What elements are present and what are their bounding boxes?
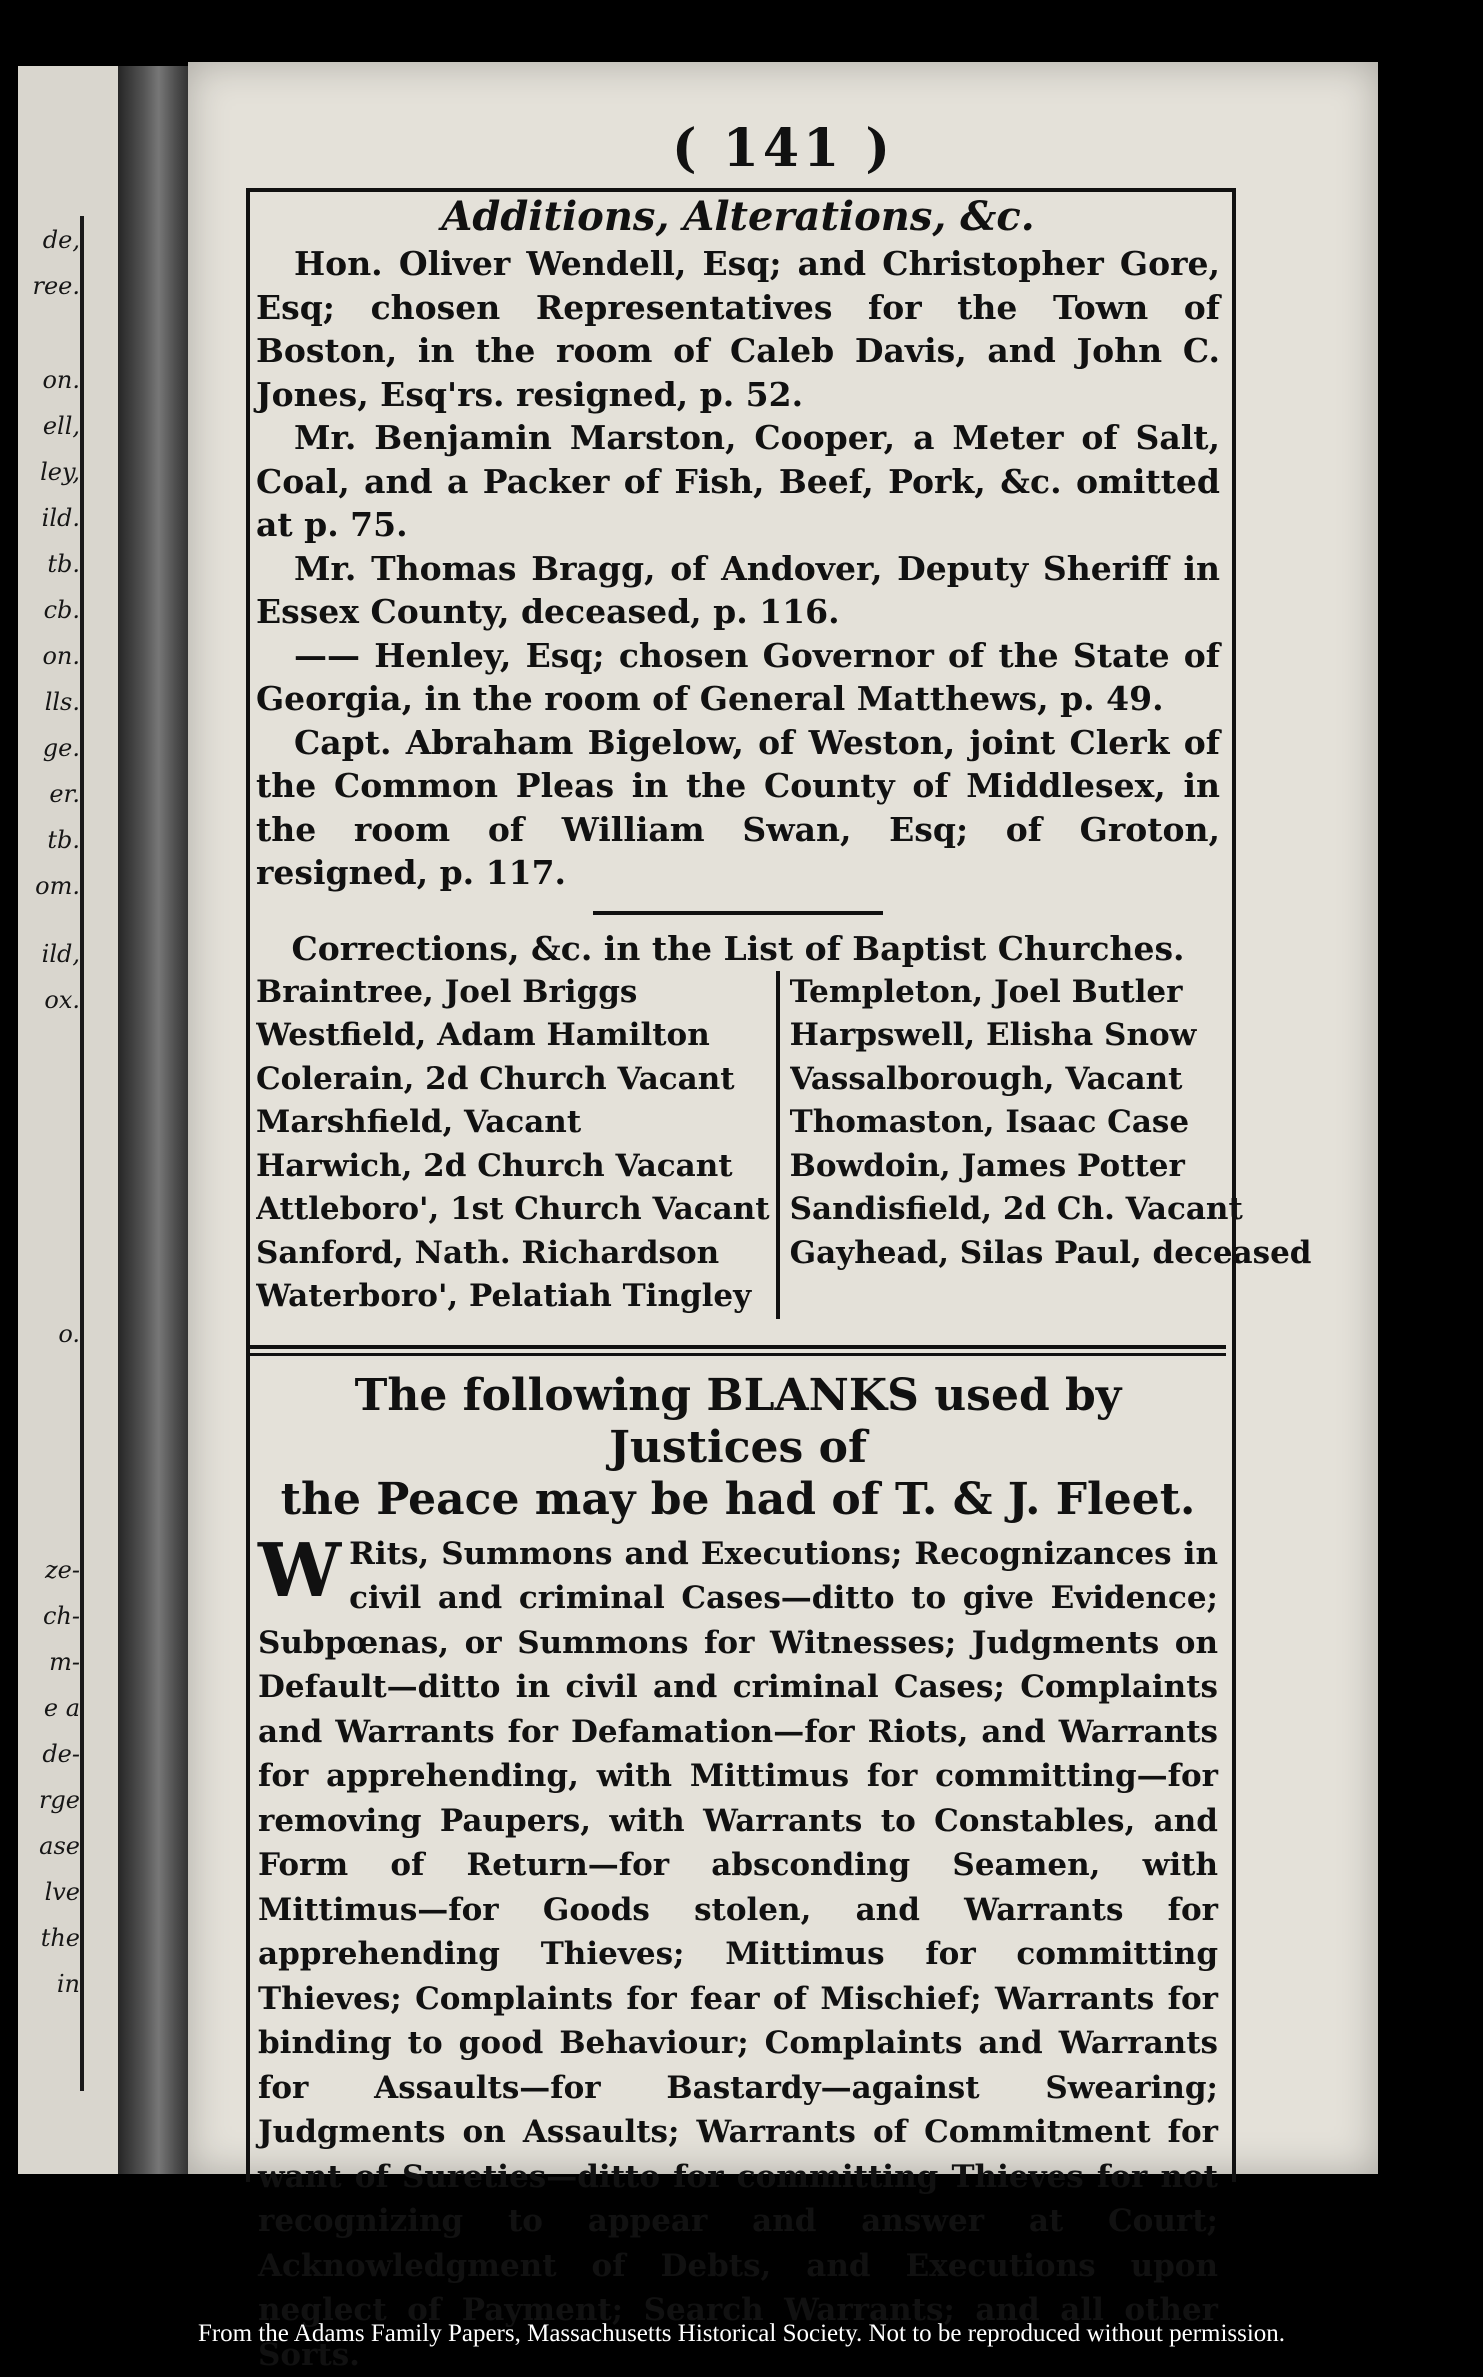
church-entry: Sanford, Nath. Richardson xyxy=(256,1232,770,1276)
church-entry: Westfield, Adam Hamilton xyxy=(256,1014,770,1058)
left-page-word-fragment: cb. xyxy=(44,596,80,624)
left-page-word-fragment: ley, xyxy=(40,458,80,486)
blanks-advertisement xyxy=(250,1353,1226,2377)
entry-bragg: Mr. Thomas Bragg, of Andover, Deputy Sheriff in Essex County, deceased, p. 116. xyxy=(256,547,1220,634)
left-page-word-fragment: lve xyxy=(45,1878,80,1906)
entry-bigelow: Capt. Abraham Bigelow, of Weston, joint Clerk of the Common Pleas in the County of Middlesex, in the room of William Swan, Esq; of Groton, resigned, p. 117. xyxy=(256,721,1220,895)
left-page-word-fragment: lls. xyxy=(45,688,80,716)
page-number: ( 141 ) xyxy=(188,118,1378,179)
church-entry: Thomaston, Isaac Case xyxy=(790,1101,1312,1145)
additions-entries xyxy=(250,242,1226,895)
left-page-word-fragment: rge xyxy=(39,1786,80,1814)
left-page-word-fragment: e a xyxy=(44,1694,80,1722)
entry-marston: Mr. Benjamin Marston, Cooper, a Meter of Salt, Coal, and a Packer of Fish, Beef, Pork, &c. omitted at p. 75. xyxy=(256,416,1220,547)
ad-body xyxy=(258,1532,1218,2377)
right-page xyxy=(188,62,1378,2174)
left-page-word-fragment: ase xyxy=(39,1832,80,1860)
church-entry: Waterboro', Pelatiah Tingley xyxy=(256,1275,770,1319)
left-page-word-fragment: ze- xyxy=(45,1556,80,1584)
left-page-fragment xyxy=(18,66,118,2174)
page-content xyxy=(250,192,1226,2377)
left-page-word-fragment: ell, xyxy=(43,412,80,440)
section-divider xyxy=(593,911,883,915)
ad-heading-line-1: The following BLANKS used by Justices of xyxy=(258,1370,1218,1474)
left-page-text-column xyxy=(18,66,80,2174)
left-page-word-fragment: ch- xyxy=(43,1602,80,1630)
church-entry: Harpswell, Elisha Snow xyxy=(790,1014,1312,1058)
church-entry: Braintree, Joel Briggs xyxy=(256,971,770,1015)
ad-heading-line-2: the Peace may be had of T. & J. Fleet. xyxy=(258,1474,1218,1526)
left-page-column-rule xyxy=(80,216,84,2091)
churches-left-column xyxy=(256,971,780,1319)
church-entry: Attleboro', 1st Church Vacant xyxy=(256,1188,770,1232)
left-page-word-fragment: tb. xyxy=(47,826,80,854)
left-page-word-fragment: on. xyxy=(42,366,80,394)
left-page-word-fragment: ild. xyxy=(42,504,80,532)
left-page-word-fragment: ree. xyxy=(32,272,80,300)
church-entry: Marshfield, Vacant xyxy=(256,1101,770,1145)
left-page-word-fragment: om. xyxy=(35,872,80,900)
left-page-word-fragment: o. xyxy=(58,1320,80,1348)
left-page-word-fragment: on. xyxy=(42,642,80,670)
left-page-word-fragment: er. xyxy=(49,780,80,808)
church-entry: Harwich, 2d Church Vacant xyxy=(256,1145,770,1189)
entry-wendell-gore: Hon. Oliver Wendell, Esq; and Christopher Gore, Esq; chosen Representatives for the Town of Boston, in the room of Caleb Davis, and John C. Jones, Esq'rs. resigned, p. 52. xyxy=(256,242,1220,416)
entry-henley: —— Henley, Esq; chosen Governor of the State of Georgia, in the room of General Matthews, p. 49. xyxy=(256,634,1220,721)
left-page-word-fragment: ox. xyxy=(44,986,80,1014)
baptist-churches-table xyxy=(256,971,1220,1319)
additions-heading: Additions, Alterations, &c. xyxy=(250,192,1226,242)
church-entry: Bowdoin, James Potter xyxy=(790,1145,1312,1189)
church-entry: Sandisfield, 2d Ch. Vacant xyxy=(790,1188,1312,1232)
churches-right-column xyxy=(780,971,1312,1319)
left-page-word-fragment: ild, xyxy=(42,940,80,968)
left-page-word-fragment: de- xyxy=(42,1740,80,1768)
corrections-heading: Corrections, &c. in the List of Baptist Churches. xyxy=(250,927,1226,971)
left-page-word-fragment: in xyxy=(57,1970,80,1998)
section-double-rule xyxy=(250,1345,1226,1349)
left-page-word-fragment: de, xyxy=(43,226,80,254)
church-entry: Templeton, Joel Butler xyxy=(790,971,1312,1015)
ad-body-text: Rits, Summons and Executions; Recognizances in civil and criminal Cases—ditto to give Evidence; Subpœnas, or Summons for Witnesses; Judgments on Default—ditto in civil and criminal Cases; Complaints and Warrants for Defamation—for Riots, and Warrants for apprehending, with Mittimus for committing—for removing Paupers, with Warrants to Constables, and Form of Return—for absconding Seamen, with Mittimus—for Goods stolen, and Warrants for apprehending Thieves; Mittimus for committing Thieves; Complaints for fear of Mischief; Warrants for binding to good Behaviour; Complaints and Warrants for Assaults—for Bastardy—against Swearing; Judgments on Assaults; Warrants of Commitment for want of Sureties—ditto for committing Thieves for not recognizing to appear and answer at Court; Acknowledgment of Debts, and Executions upon neglect of Payment; Search Warrants; and all other Sorts. xyxy=(258,1536,1218,2373)
book-gutter xyxy=(118,66,192,2174)
church-entry: Gayhead, Silas Paul, deceased xyxy=(790,1232,1312,1276)
church-entry: Colerain, 2d Church Vacant xyxy=(256,1058,770,1102)
copyright-footer: From the Adams Family Papers, Massachusetts Historical Society. Not to be reproduced without permission. xyxy=(0,2312,1483,2356)
left-page-word-fragment: ge. xyxy=(43,734,80,762)
church-entry: Vassalborough, Vacant xyxy=(790,1058,1312,1102)
ad-dropcap: W xyxy=(258,1538,341,1604)
left-page-word-fragment: tb. xyxy=(47,550,80,578)
left-page-word-fragment: the xyxy=(41,1924,80,1952)
left-page-word-fragment: m- xyxy=(49,1648,80,1676)
